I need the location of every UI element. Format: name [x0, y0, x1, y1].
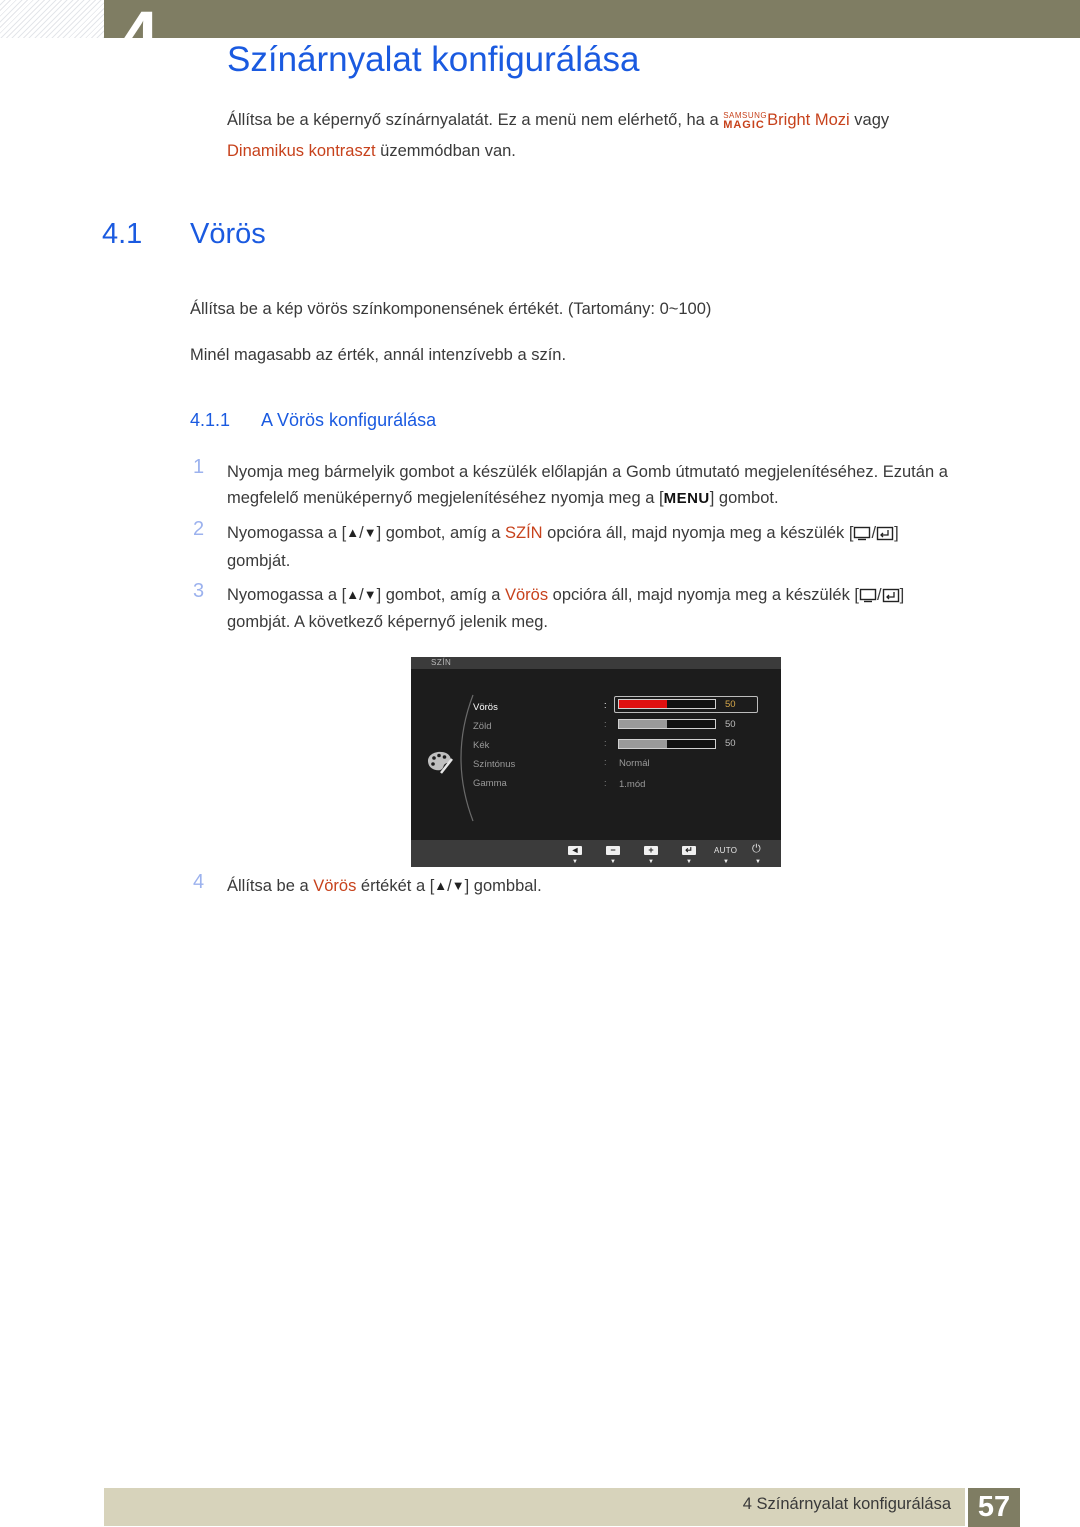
voros-term: Vörös	[313, 877, 357, 895]
voros-term: Vörös	[504, 586, 549, 604]
step-1-number: 1	[193, 456, 205, 478]
intro-end: üzemmódban van.	[375, 142, 516, 160]
osd-auto-label: AUTO	[714, 846, 738, 855]
step-3-line-1: Nyomogassa a [▲/▼] gombot, amíg a Vörös opcióra áll, majd nyomja meg a készülék [ / ]	[227, 580, 904, 610]
osd-colon: :	[604, 700, 607, 710]
osd-menu-arc	[455, 693, 475, 823]
page-number-box	[968, 1488, 1020, 1527]
header-bar	[104, 0, 1080, 38]
step-4-number: 4	[193, 871, 205, 893]
osd-colon: :	[604, 738, 607, 748]
osd-minus-button-icon: −	[606, 846, 620, 855]
osd-item-kek-label: Kék	[473, 740, 490, 751]
osd-item-gamma-label: Gamma	[473, 778, 507, 789]
source-button-icon	[853, 526, 871, 541]
down-arrow-icon: ▼	[451, 878, 465, 893]
intro-text: Állítsa be a képernyő színárnyalatát. Ez a menü nem elérhető, ha a	[227, 111, 724, 129]
up-arrow-icon: ▲	[346, 587, 360, 602]
szin-term: SZÍN	[504, 524, 543, 542]
palette-icon	[425, 749, 455, 775]
osd-plus-button-icon: +	[644, 846, 658, 855]
osd-arrow-marker-icon: ▼	[572, 859, 578, 865]
step-2-line-2: gombját.	[227, 552, 291, 570]
osd-left-button-icon: ◄	[568, 846, 582, 855]
intro-line-1	[227, 105, 889, 135]
down-arrow-icon: ▼	[363, 587, 377, 602]
step-1-line-1: Nyomja meg bármelyik gombot a készülék előlapján a Gomb útmutató megjelenítéséhez. Ezután a	[227, 463, 948, 481]
section-paragraph-2: Minél magasabb az érték, annál intenzívebb a szín.	[190, 346, 567, 364]
osd-voros-slider-fill	[619, 700, 667, 708]
osd-kek-value: 50	[725, 738, 736, 749]
source-button-icon	[859, 588, 877, 603]
chapter-title: Színárnyalat konfigurálása	[227, 40, 640, 79]
osd-arrow-marker-icon: ▼	[686, 859, 692, 865]
step-3-number: 3	[193, 580, 205, 602]
osd-gamma-value: 1.mód	[619, 779, 646, 790]
osd-zold-slider-fill	[619, 720, 667, 728]
step-2-line-1: Nyomogassa a [▲/▼] gombot, amíg a SZÍN opcióra áll, majd nyomja meg a készülék [ / ]	[227, 518, 899, 548]
osd-voros-value: 50	[725, 699, 736, 710]
subsection-number: 4.1.1	[190, 410, 231, 430]
osd-title: SZÍN	[431, 658, 452, 667]
step-1-line-2: megfelelő menüképernyő megjelenítéséhez nyomja meg a [MENU] gombot.	[227, 489, 779, 507]
up-arrow-icon: ▲	[434, 878, 448, 893]
footer-chapter-title: 4 Színárnyalat konfigurálása	[742, 1495, 951, 1513]
osd-arrow-marker-icon: ▼	[755, 859, 761, 865]
down-arrow-icon: ▼	[363, 525, 377, 540]
menu-key: MENU	[663, 490, 710, 507]
osd-item-voros-label: Vörös	[473, 702, 498, 713]
subsection-title: A Vörös konfigurálása	[261, 410, 437, 430]
osd-arrow-marker-icon: ▼	[723, 859, 729, 865]
samsung-magic-logo: SAMSUNG MAGIC	[723, 111, 768, 131]
intro-vagy: vagy	[849, 111, 890, 129]
osd-colon: :	[604, 719, 607, 729]
header-hatch-decoration	[0, 0, 104, 38]
osd-kek-slider	[618, 739, 716, 749]
step-2-number: 2	[193, 518, 205, 540]
osd-power-icon: ⏻	[752, 843, 761, 855]
osd-zold-value: 50	[725, 719, 736, 730]
step-3-line-2: gombját. A következő képernyő jelenik meg.	[227, 613, 549, 631]
bright-mozi-term: Bright Mozi	[767, 111, 850, 129]
osd-color-menu	[411, 657, 781, 867]
osd-szintonus-value: Normál	[619, 758, 650, 769]
osd-colon: :	[604, 778, 607, 788]
osd-zold-slider	[618, 719, 716, 729]
enter-button-icon	[876, 526, 894, 541]
osd-colon: :	[604, 757, 607, 767]
page-number: 57	[977, 1491, 1011, 1523]
osd-kek-slider-fill	[619, 740, 667, 748]
step-4-line: Állítsa be a Vörös értékét a [▲/▼] gombbal.	[227, 871, 542, 901]
section-title: Vörös	[190, 218, 266, 250]
section-paragraph-1: Állítsa be a kép vörös színkomponensének értékét. (Tartomány: 0~100)	[190, 300, 712, 318]
chapter-number: 4	[120, 6, 159, 66]
enter-button-icon	[882, 588, 900, 603]
osd-header	[411, 657, 781, 669]
section-number: 4.1	[102, 218, 143, 250]
osd-item-szintonus-label: Színtónus	[473, 759, 516, 770]
dinamikus-kontraszt-term: Dinamikus kontraszt	[227, 142, 376, 160]
osd-item-zold-label: Zöld	[473, 721, 492, 732]
intro-line-2	[227, 136, 516, 166]
up-arrow-icon: ▲	[346, 525, 360, 540]
osd-enter-button-icon: ↵	[682, 846, 696, 855]
osd-arrow-marker-icon: ▼	[610, 859, 616, 865]
osd-arrow-marker-icon: ▼	[648, 859, 654, 865]
osd-voros-slider	[618, 699, 716, 709]
